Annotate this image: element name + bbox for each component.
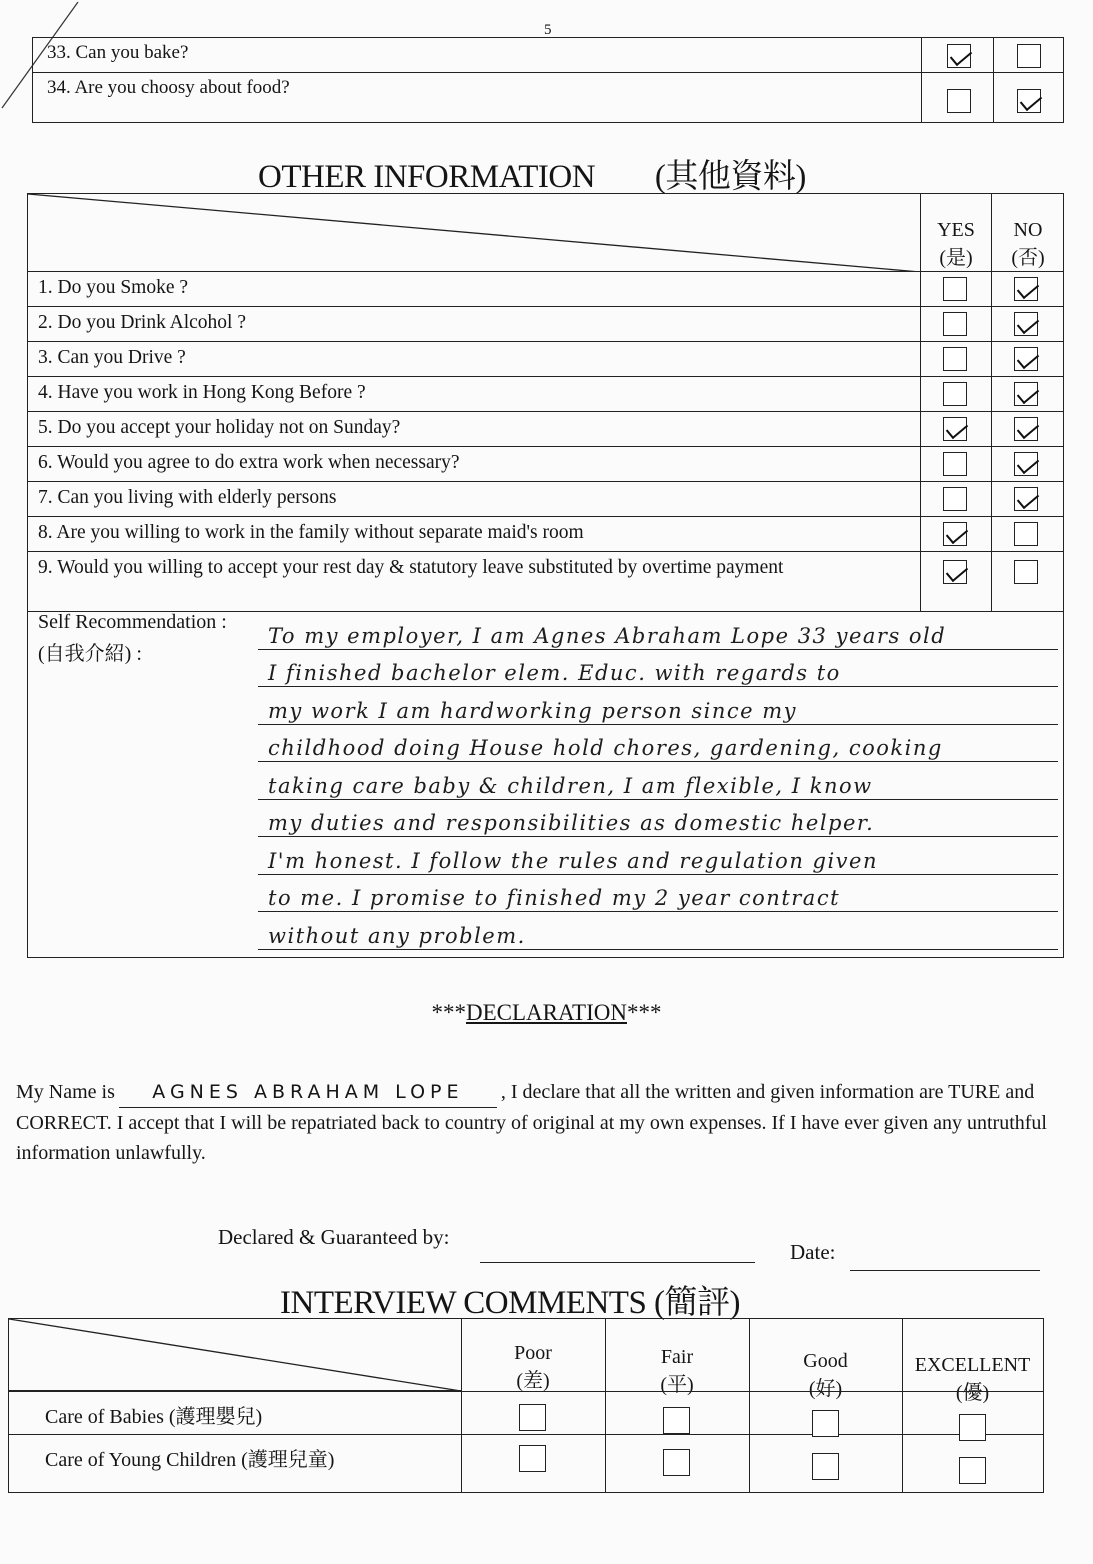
- q7-no-checkbox[interactable]: [1014, 487, 1038, 511]
- q8-no-checkbox[interactable]: [1014, 522, 1038, 546]
- question-row-33: [33, 38, 1063, 73]
- question-row-6: [28, 447, 1063, 482]
- no-column-header: NO (否): [1011, 219, 1045, 269]
- question-row-34: [33, 73, 1063, 122]
- q2-yes-checkbox[interactable]: [943, 312, 967, 336]
- question-9-label: 9. Would you willing to accept your rest day & statutory leave substituted by overtime payment: [38, 557, 784, 578]
- question-row-1: [28, 272, 1063, 307]
- declaration-title: ***DECLARATION***: [431, 1000, 662, 1025]
- q1-no-checkbox[interactable]: [1014, 277, 1038, 301]
- signature-field[interactable]: [480, 1262, 755, 1263]
- question-6-label: 6. Would you agree to do extra work when necessary?: [38, 452, 460, 473]
- question-3-label: 3. Can you Drive ?: [38, 347, 186, 368]
- question-1-label: 1. Do you Smoke ?: [38, 277, 189, 298]
- handwritten-line: To my employer, I am Agnes Abraham Lope 33 years old: [258, 612, 1058, 650]
- handwritten-line: taking care baby & children, I am flexible, I know: [258, 762, 1058, 800]
- handwritten-line: without any problem.: [258, 912, 1058, 950]
- poor-column-header: Poor (差): [514, 1342, 552, 1392]
- question-row-4: [28, 377, 1063, 412]
- food-questions-table: [32, 37, 1064, 123]
- fair-column-header: Fair (平): [660, 1346, 694, 1396]
- date-label: Date:: [790, 1240, 836, 1264]
- children-poor-checkbox[interactable]: [519, 1445, 546, 1472]
- babies-good-checkbox[interactable]: [812, 1410, 839, 1437]
- handwritten-line: childhood doing House hold chores, gardening, cooking: [258, 725, 1058, 763]
- q3-yes-checkbox[interactable]: [943, 347, 967, 371]
- question-34-label: 34. Are you choosy about food?: [47, 77, 290, 98]
- name-field[interactable]: AGNES ABRAHAM LOPE: [119, 1077, 497, 1108]
- q5-yes-checkbox[interactable]: [943, 417, 967, 441]
- self-recommendation-label: Self Recommendation : (自我介紹) :: [38, 611, 227, 665]
- question-row-7: [28, 482, 1063, 517]
- self-recommendation-text: [258, 612, 1058, 950]
- question-row-9: [28, 552, 1063, 612]
- question-33-label: 33. Can you bake?: [47, 42, 189, 63]
- question-row-8: [28, 517, 1063, 552]
- care-of-babies-label: Care of Babies (護理嬰兒): [45, 1406, 263, 1428]
- care-of-young-children-row: [9, 1435, 1043, 1492]
- babies-fair-checkbox[interactable]: [663, 1407, 690, 1434]
- q9-yes-checkbox[interactable]: [943, 560, 967, 584]
- q7-yes-checkbox[interactable]: [943, 487, 967, 511]
- handwritten-line: to me. I promise to finished my 2 year contract: [258, 875, 1058, 913]
- question-row-2: [28, 307, 1063, 342]
- q6-no-checkbox[interactable]: [1014, 452, 1038, 476]
- good-column-header: Good (好): [803, 1350, 848, 1400]
- question-4-label: 4. Have you work in Hong Kong Before ?: [38, 382, 366, 403]
- page-number: 5: [544, 22, 552, 38]
- q1-yes-checkbox[interactable]: [943, 277, 967, 301]
- babies-poor-checkbox[interactable]: [519, 1404, 546, 1431]
- q33-yes-checkbox[interactable]: [947, 44, 971, 68]
- q34-no-checkbox[interactable]: [1017, 89, 1041, 113]
- children-fair-checkbox[interactable]: [663, 1449, 690, 1476]
- q34-yes-checkbox[interactable]: [947, 89, 971, 113]
- children-excellent-checkbox[interactable]: [959, 1457, 986, 1484]
- interview-comments-title: INTERVIEW COMMENTS (簡評): [280, 1285, 741, 1321]
- question-5-label: 5. Do you accept your holiday not on Sunday?: [38, 417, 401, 438]
- question-2-label: 2. Do you Drink Alcohol ?: [38, 312, 246, 333]
- q6-yes-checkbox[interactable]: [943, 452, 967, 476]
- handwritten-line: I finished bachelor elem. Educ. with regards to: [258, 650, 1058, 688]
- q5-no-checkbox[interactable]: [1014, 417, 1038, 441]
- care-of-young-children-label: Care of Young Children (護理兒童): [45, 1449, 335, 1471]
- other-information-title: OTHER INFORMATION (其他資料): [258, 159, 806, 195]
- q8-yes-checkbox[interactable]: [943, 522, 967, 546]
- children-good-checkbox[interactable]: [812, 1453, 839, 1480]
- q4-no-checkbox[interactable]: [1014, 382, 1038, 406]
- header-row: [9, 1319, 461, 1391]
- yes-column-header: YES (是): [937, 219, 975, 269]
- excellent-column-header: EXCELLENT (優): [914, 1354, 1031, 1404]
- q2-no-checkbox[interactable]: [1014, 312, 1038, 336]
- q4-yes-checkbox[interactable]: [943, 382, 967, 406]
- date-field[interactable]: [850, 1270, 1040, 1271]
- table-header: [28, 194, 1063, 272]
- question-8-label: 8. Are you willing to work in the family without separate maid's room: [38, 522, 584, 543]
- header-diagonal: [28, 194, 920, 272]
- declared-by-label: Declared & Guaranteed by:: [218, 1225, 450, 1249]
- q3-no-checkbox[interactable]: [1014, 347, 1038, 371]
- question-7-label: 7. Can you living with elderly persons: [38, 487, 337, 508]
- question-row-3: [28, 342, 1063, 377]
- handwritten-line: my duties and responsibilities as domestic helper.: [258, 800, 1058, 838]
- q33-no-checkbox[interactable]: [1017, 44, 1041, 68]
- question-row-5: [28, 412, 1063, 447]
- q9-no-checkbox[interactable]: [1014, 560, 1038, 584]
- interview-comments-table: [8, 1318, 1044, 1493]
- handwritten-line: I'm honest. I follow the rules and regulation given: [258, 837, 1058, 875]
- care-of-babies-row: [9, 1391, 1043, 1435]
- handwritten-line: my work I am hardworking person since my: [258, 687, 1058, 725]
- declaration-text: My Name is AGNES ABRAHAM LOPE , I declare that all the written and given information are TURE and CORRECT. I accept that I will be repatriated back to country of original at my own expenses. If I have ever given any untruthful information unlawfully.: [16, 1077, 1051, 1168]
